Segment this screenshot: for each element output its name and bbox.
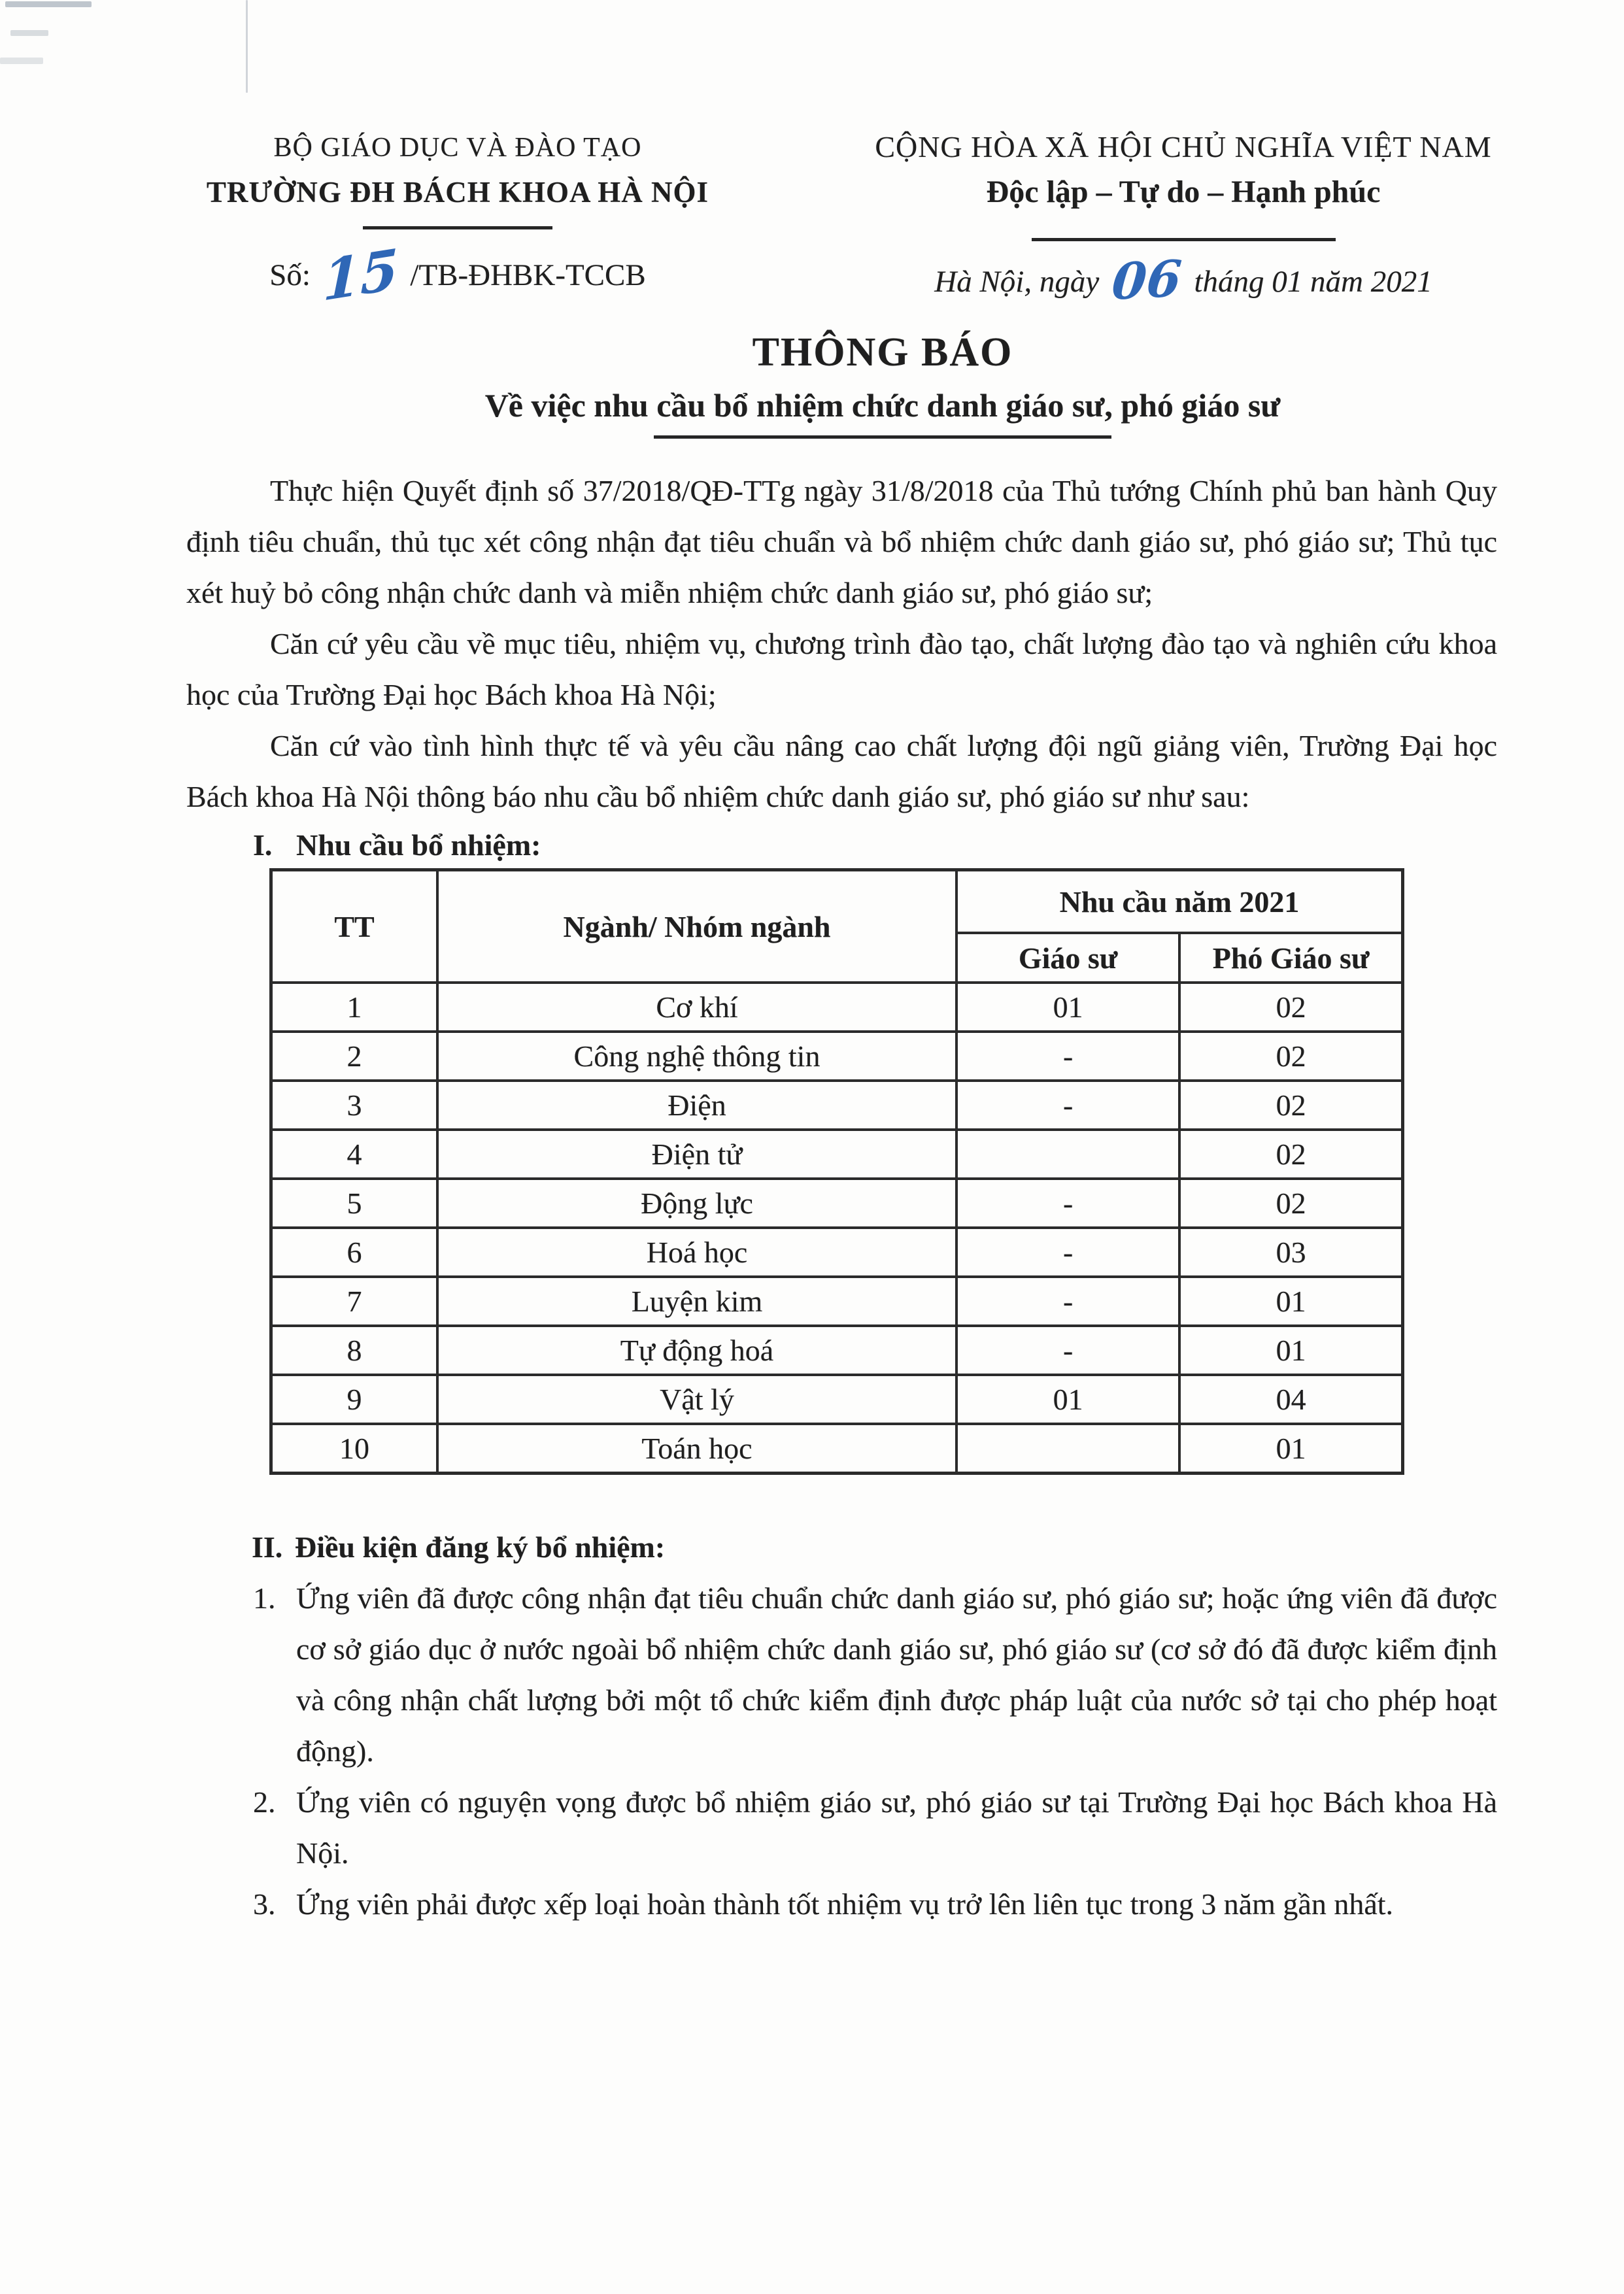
cell-pgs: 02 — [1179, 1179, 1402, 1228]
notice-title: THÔNG BÁO — [752, 330, 1013, 375]
table-row — [271, 1081, 1403, 1130]
date-prefix: Hà Nội, ngày — [934, 265, 1100, 299]
section-1-heading — [253, 822, 1497, 868]
condition-item — [253, 1573, 1497, 1777]
doc-number-handwritten: 15 — [322, 236, 399, 314]
cell-tt: 3 — [271, 1081, 438, 1130]
document-body — [186, 465, 1497, 1930]
cell-tt: 2 — [271, 1032, 438, 1081]
cell-tt: 4 — [271, 1130, 438, 1179]
table-row — [271, 1228, 1403, 1277]
table-row — [271, 1032, 1403, 1081]
cell-pgs: 02 — [1179, 1032, 1402, 1081]
cell-nganh: Cơ khí — [437, 983, 956, 1032]
section-2-heading-text: Điều kiện đăng ký bổ nhiệm: — [295, 1530, 666, 1564]
cell-gs — [956, 1130, 1179, 1179]
table-header-nganh: Ngành/ Nhóm ngành — [437, 870, 956, 983]
table-header-pgs: Phó Giáo sư — [1179, 933, 1402, 983]
paragraph: Thực hiện Quyết định số 37/2018/QĐ-TTg ngày 31/8/2018 của Thủ tướng Chính phủ ban hành Quy định tiêu chuẩn, thủ tục xét công nhận đạt tiêu chuẩn và bổ nhiệm chức danh giáo sư, phó giáo sư; Thủ tục xét huỷ bỏ công nhận chức danh và miễn nhiệm chức danh giáo sư, phó giáo sư; — [186, 474, 1497, 609]
header-right — [837, 128, 1530, 312]
doc-number — [196, 236, 719, 314]
cell-tt: 10 — [271, 1424, 438, 1474]
table-row — [271, 1277, 1403, 1326]
paragraph: Căn cứ vào tình hình thực tế và yêu cầu nâng cao chất lượng đội ngũ giảng viên, Trường Đại học Bách khoa Hà Nội thông báo nhu cầu bổ nhiệm chức danh giáo sư, phó giáo sư như sau: — [186, 729, 1497, 813]
date-line — [837, 249, 1530, 312]
table-header-tt: TT — [271, 870, 438, 983]
item-number: 1. — [253, 1581, 276, 1615]
cell-tt: 1 — [271, 983, 438, 1032]
cell-nganh: Điện — [437, 1081, 956, 1130]
table-row — [271, 983, 1403, 1032]
cell-nganh: Hoá học — [437, 1228, 956, 1277]
cell-pgs: 02 — [1179, 983, 1402, 1032]
paragraph: Căn cứ yêu cầu về mục tiêu, nhiệm vụ, chương trình đào tạo, chất lượng đào tạo và nghiên cứu khoa học của Trường Đại học Bách khoa Hà Nội; — [186, 627, 1497, 711]
demand-table — [269, 868, 1404, 1475]
header-left-rule — [363, 226, 552, 229]
table-header-gs: Giáo sư — [956, 933, 1179, 983]
condition-item — [253, 1879, 1497, 1930]
cell-tt: 7 — [271, 1277, 438, 1326]
scan-fold-line — [246, 0, 248, 93]
notice-subtitle: Về việc nhu cầu bổ nhiệm chức danh giáo sư, phó giáo sư — [484, 387, 1281, 424]
cell-tt: 5 — [271, 1179, 438, 1228]
item-text: Ứng viên có nguyện vọng được bổ nhiệm giáo sư, phó giáo sư tại Trường Đại học Bách khoa Hà Nội. — [296, 1785, 1497, 1870]
cell-gs: - — [956, 1081, 1179, 1130]
scan-artifact — [0, 58, 43, 64]
section-2-numeral: II. — [252, 1530, 283, 1564]
item-number: 3. — [253, 1887, 276, 1921]
cell-gs: - — [956, 1228, 1179, 1277]
cell-gs: - — [956, 1326, 1179, 1375]
cell-pgs: 01 — [1179, 1424, 1402, 1474]
header-right-rule — [1032, 238, 1336, 241]
doc-number-label: Số: — [269, 258, 311, 292]
cell-tt: 8 — [271, 1326, 438, 1375]
cell-pgs: 02 — [1179, 1130, 1402, 1179]
cell-pgs: 02 — [1179, 1081, 1402, 1130]
section-2-heading — [252, 1522, 1497, 1573]
cell-nganh: Luyện kim — [437, 1277, 956, 1326]
condition-item — [253, 1777, 1497, 1879]
cell-pgs: 03 — [1179, 1228, 1402, 1277]
item-number: 2. — [253, 1785, 276, 1819]
cell-nganh: Vật lý — [437, 1375, 956, 1424]
cell-gs: 01 — [956, 983, 1179, 1032]
table-row — [271, 1424, 1403, 1474]
title-block — [185, 328, 1580, 439]
university-name: TRƯỜNG ĐH BÁCH KHOA HÀ NỘI — [206, 176, 709, 209]
cell-gs: - — [956, 1277, 1179, 1326]
table-row — [271, 1130, 1403, 1179]
national-motto-line1: CỘNG HÒA XÃ HỘI CHỦ NGHĨA VIỆT NAM — [875, 130, 1492, 163]
doc-number-code: /TB-ĐHBK-TCCB — [410, 258, 646, 292]
item-text: Ứng viên đã được công nhận đạt tiêu chuẩn chức danh giáo sư, phó giáo sư; hoặc ứng viên đã được cơ sở giáo dục ở nước ngoài bổ nhiệm chức danh giáo sư, phó giáo sư (cơ sở đó đã được kiểm định và công nhận chất lượng bởi một tổ chức kiểm định được pháp luật của nước sở tại cho phép hoạt động). — [296, 1581, 1497, 1768]
cell-gs — [956, 1424, 1179, 1474]
cell-pgs: 01 — [1179, 1326, 1402, 1375]
cell-nganh: Động lực — [437, 1179, 956, 1228]
cell-pgs: 04 — [1179, 1375, 1402, 1424]
cell-nganh: Công nghệ thông tin — [437, 1032, 956, 1081]
section-1-heading-text: Nhu cầu bổ nhiệm: — [296, 828, 541, 862]
item-text: Ứng viên phải được xếp loại hoàn thành tốt nhiệm vụ trở lên liên tục trong 3 năm gần nhất. — [296, 1887, 1394, 1921]
cell-nganh: Toán học — [437, 1424, 956, 1474]
cell-gs: - — [956, 1179, 1179, 1228]
cell-pgs: 01 — [1179, 1277, 1402, 1326]
cell-tt: 6 — [271, 1228, 438, 1277]
date-day-handwritten: 06 — [1109, 249, 1184, 312]
ministry-name: BỘ GIÁO DỤC VÀ ĐÀO TẠO — [273, 133, 642, 163]
cell-nganh: Tự động hoá — [437, 1326, 956, 1375]
date-suffix: tháng 01 năm 2021 — [1194, 265, 1432, 299]
section-1-numeral: I. — [253, 828, 273, 862]
table-row — [271, 1375, 1403, 1424]
cell-gs: - — [956, 1032, 1179, 1081]
scan-artifact — [5, 1, 92, 7]
header-left — [196, 131, 719, 314]
national-motto-line2: Độc lập – Tự do – Hạnh phúc — [986, 175, 1381, 209]
table-row — [271, 1179, 1403, 1228]
subtitle-rule — [654, 435, 1111, 439]
cell-nganh: Điện tử — [437, 1130, 956, 1179]
cell-tt: 9 — [271, 1375, 438, 1424]
table-row — [271, 1326, 1403, 1375]
cell-gs: 01 — [956, 1375, 1179, 1424]
scan-artifact — [10, 30, 48, 36]
table-header-demand: Nhu cầu năm 2021 — [956, 870, 1403, 934]
